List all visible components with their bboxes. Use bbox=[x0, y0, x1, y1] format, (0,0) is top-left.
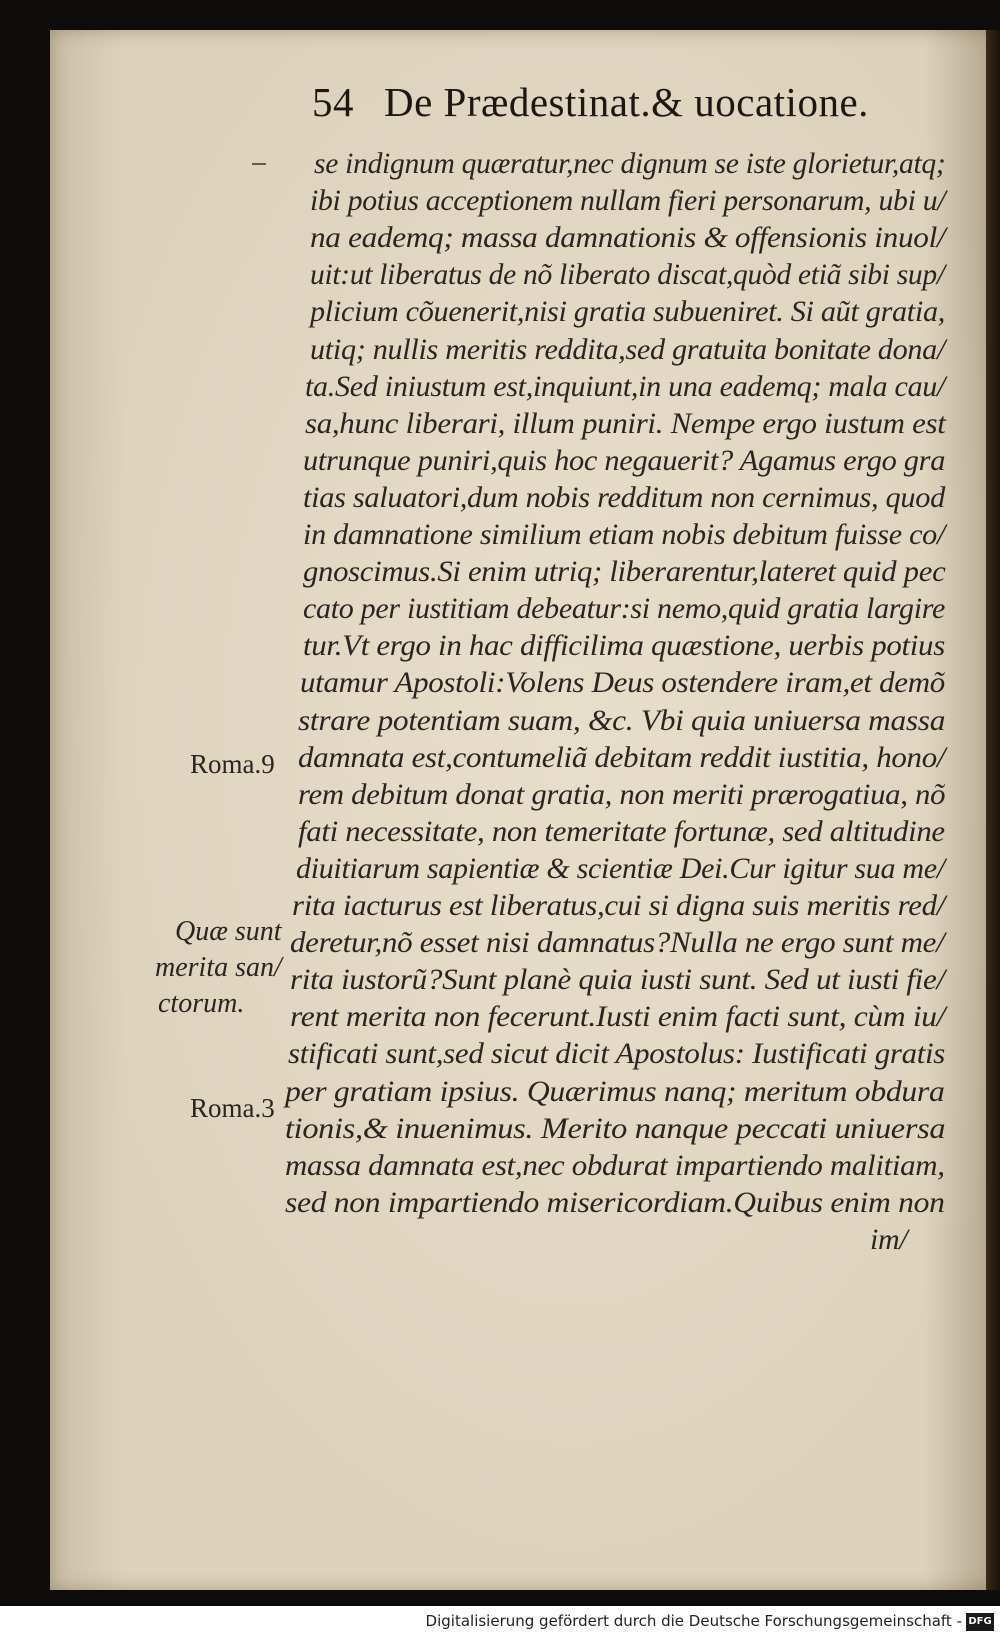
margin-dash bbox=[252, 163, 266, 165]
footer-credit: Digitalisierung gefördert durch die Deutsche Forschungsgemeinschaft - bbox=[425, 1612, 962, 1630]
running-title: De Prædestinat.& uocatione. bbox=[384, 79, 869, 125]
binding-edge bbox=[986, 30, 1000, 1590]
text-line: diuitiarum sapientiæ & scientiæ Dei.Cur igitur sua me/ bbox=[296, 852, 945, 885]
dfg-logo: DFG bbox=[966, 1613, 994, 1631]
text-line: strare potentiam suam, &c. Vbi quia uniuersa massa bbox=[298, 704, 946, 737]
footer-bar bbox=[0, 1606, 1000, 1640]
text-line: im/ bbox=[870, 1223, 908, 1256]
text-line: se indignum quæratur,nec dignum se iste glorietur,atq; bbox=[314, 147, 946, 180]
margin-note-quae-sunt: Quæ sunt bbox=[175, 916, 282, 947]
text-line: rent merita non fecerunt.Iusti enim facti sunt, cùm iu/ bbox=[290, 1000, 946, 1033]
text-line: ta.Sed iniustum est,inquiunt,in una eademq; mala cau/ bbox=[305, 370, 946, 403]
margin-note-merita-sanctorum: merita san/ bbox=[155, 952, 282, 983]
text-line: tionis,& inuenimus. Merito nanque peccati uniuersa bbox=[285, 1112, 946, 1145]
page-number: 54 bbox=[312, 79, 354, 125]
text-line: utrunque puniri,quis hoc negauerit? Agamus ergo gra bbox=[303, 444, 946, 477]
text-line: massa damnata est,nec obdurat impartiendo malitiam, bbox=[285, 1149, 945, 1182]
text-line: per gratiam ipsius. Quærimus nanq; meritum obdura bbox=[285, 1075, 945, 1108]
text-line: damnata est,contumeliã debitam reddit iustitia, hono/ bbox=[298, 741, 946, 774]
text-line: in damnatione similium etiam nobis debitum fuisse co/ bbox=[303, 518, 946, 551]
margin-note-ctorum: ctorum. bbox=[158, 988, 245, 1019]
text-line: sed non impartiendo misericordiam.Quibus enim non bbox=[285, 1186, 945, 1219]
text-line: sa,hunc liberari, illum puniri. Nempe ergo iustum est bbox=[305, 407, 946, 440]
margin-note-roma-9: Roma.9 bbox=[190, 749, 275, 779]
text-line: ibi potius acceptionem nullam fieri personarum, ubi u/ bbox=[310, 184, 946, 217]
text-line: fati necessitate, non temeritate fortunæ, sed altitudine bbox=[298, 815, 945, 848]
text-line: tias saluatori,dum nobis redditum non cernimus, quod bbox=[303, 481, 945, 514]
text-line: cato per iustitiam debeatur:si nemo,quid gratia largire bbox=[303, 592, 946, 625]
text-line: rita iustorũ?Sunt planè quia iusti sunt. Sed ut iusti fie/ bbox=[290, 963, 945, 996]
text-line: tur.Vt ergo in hac difficilima quæstione, uerbis potius bbox=[303, 629, 945, 662]
text-line: stificati sunt,sed sicut dicit Apostolus: Iustificati gratis bbox=[288, 1037, 946, 1070]
text-line: utamur Apostoli:Volens Deus ostendere iram,et demõ bbox=[300, 666, 945, 699]
text-line: uit:ut liberatus de nõ liberato discat,quòd etiã sibi sup/ bbox=[310, 258, 945, 291]
text-line: rem debitum donat gratia, non meriti prærogatiua, nõ bbox=[298, 778, 946, 811]
text-line: plicium cõuenerit,nisi gratia subueniret. Si aũt gratia, bbox=[310, 295, 946, 328]
running-header bbox=[312, 78, 952, 138]
text-line: gnoscimus.Si enim utriq; liberarentur,lateret quid pec bbox=[303, 555, 946, 588]
margin-note-roma-3: Roma.3 bbox=[190, 1093, 275, 1123]
text-line: deretur,nõ esset nisi damnatus?Nulla ne ergo sunt me/ bbox=[290, 926, 945, 959]
text-line: utiq; nullis meritis reddita,sed gratuita bonitate dona/ bbox=[310, 333, 946, 366]
text-line: na eademq; massa damnationis & offensionis inuol/ bbox=[310, 221, 946, 254]
text-line: rita iacturus est liberatus,cui si digna suis meritis red/ bbox=[292, 889, 946, 922]
